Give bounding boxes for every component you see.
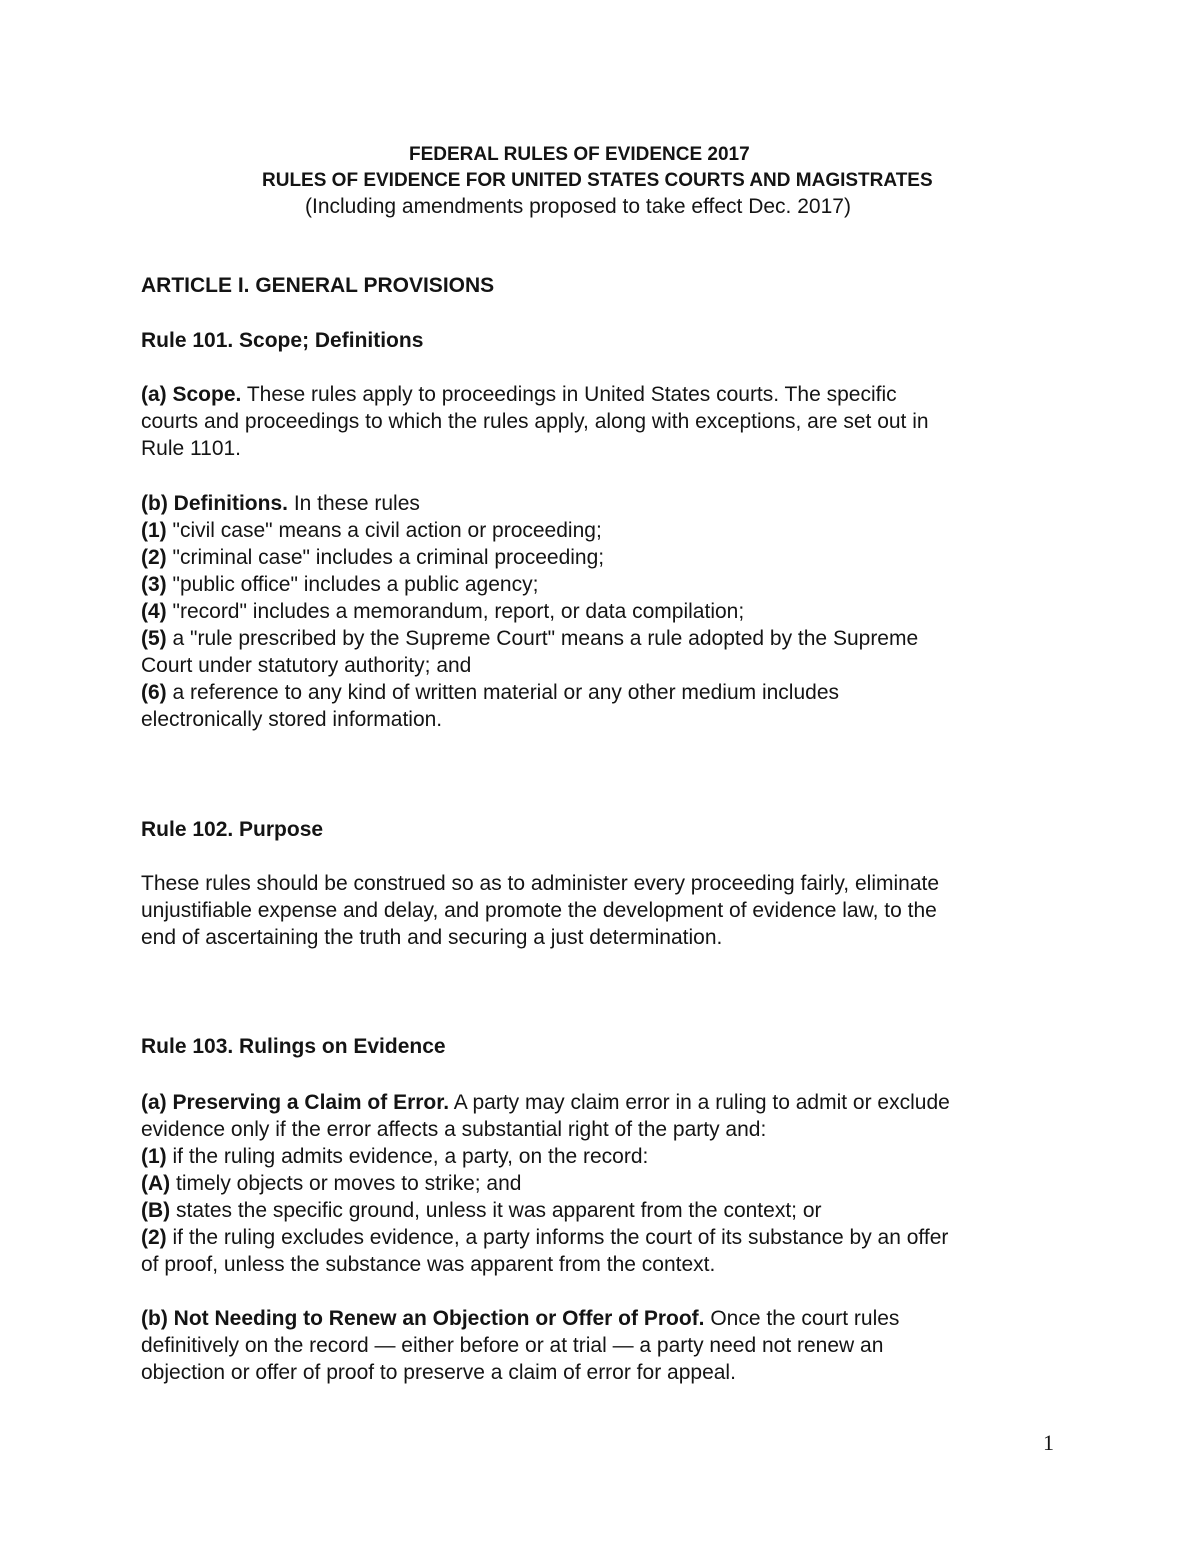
subsection-label: (a) Preserving a Claim of Error. [141, 1091, 450, 1114]
definition-item: (6) a reference to any kind of written material or any other medium includes [141, 681, 839, 704]
rule-101-heading: Rule 101. Scope; Definitions [141, 329, 424, 352]
rule-103-b-paragraph [141, 1305, 1071, 1386]
subsection-label: (b) Definitions. [141, 492, 288, 515]
paragraph-line: Rule 1101. [141, 437, 242, 460]
paragraph-line: end of ascertaining the truth and securing a just determination. [141, 926, 723, 949]
page-number: 1 [1043, 1430, 1054, 1455]
paragraph-line: definitively on the record — either before or at trial — a party need not renew an [141, 1334, 884, 1357]
paragraph-line: (b) Definitions. In these rules [141, 492, 420, 515]
rule-102-heading: Rule 102. Purpose [141, 818, 324, 841]
rule-101-b-paragraph [141, 490, 1071, 733]
subsection-label: (b) Not Needing to Renew an Objection or Offer of Proof. [141, 1307, 705, 1330]
paragraph-line: Court under statutory authority; and [141, 654, 472, 677]
paragraph-line: (b) Not Needing to Renew an Objection or Offer of Proof. Once the court rules [141, 1307, 900, 1330]
paragraph-line: These rules should be construed so as to administer every proceeding fairly, eliminate [141, 872, 940, 895]
paragraph-line: (a) Preserving a Claim of Error. A party may claim error in a ruling to admit or exclude [141, 1091, 950, 1114]
definition-item: (4) "record" includes a memorandum, report, or data compilation; [141, 600, 745, 623]
list-item: (A) timely objects or moves to strike; and [141, 1172, 522, 1195]
list-item: (2) if the ruling excludes evidence, a party informs the court of its substance by an offer [141, 1226, 949, 1249]
rule-103-heading: Rule 103. Rulings on Evidence [141, 1035, 446, 1058]
paragraph-line: electronically stored information. [141, 708, 443, 731]
document-subtitle: RULES OF EVIDENCE FOR UNITED STATES COURTS AND MAGISTRATES [262, 170, 933, 191]
paragraph-line: (a) Scope. These rules apply to proceedings in United States courts. The specific [141, 383, 897, 406]
definition-item: (5) a "rule prescribed by the Supreme Court" means a rule adopted by the Supreme [141, 627, 919, 650]
definition-item: (2) "criminal case" includes a criminal proceeding; [141, 546, 605, 569]
rule-101-a-paragraph [141, 381, 1071, 462]
paragraph-line: unjustifiable expense and delay, and promote the development of evidence law, to the [141, 899, 937, 922]
list-item: (1) if the ruling admits evidence, a party, on the record: [141, 1145, 649, 1168]
definition-item: (3) "public office" includes a public agency; [141, 573, 539, 596]
paragraph-line: of proof, unless the substance was apparent from the context. [141, 1253, 716, 1276]
paragraph-line: evidence only if the error affects a substantial right of the party and: [141, 1118, 767, 1141]
paragraph-line: objection or offer of proof to preserve a claim of error for appeal. [141, 1361, 736, 1384]
document-title: FEDERAL RULES OF EVIDENCE 2017 [409, 144, 750, 165]
list-item: (B) states the specific ground, unless it was apparent from the context; or [141, 1199, 822, 1222]
document-note: (Including amendments proposed to take effect Dec. 2017) [305, 195, 851, 218]
paragraph-line: courts and proceedings to which the rules apply, along with exceptions, are set out in [141, 410, 929, 433]
article-heading: ARTICLE I. GENERAL PROVISIONS [141, 274, 495, 297]
subsection-label: (a) Scope. [141, 383, 242, 406]
rule-102-paragraph [141, 870, 1071, 951]
definition-item: (1) "civil case" means a civil action or proceeding; [141, 519, 602, 542]
rule-103-a-paragraph [141, 1089, 1071, 1278]
